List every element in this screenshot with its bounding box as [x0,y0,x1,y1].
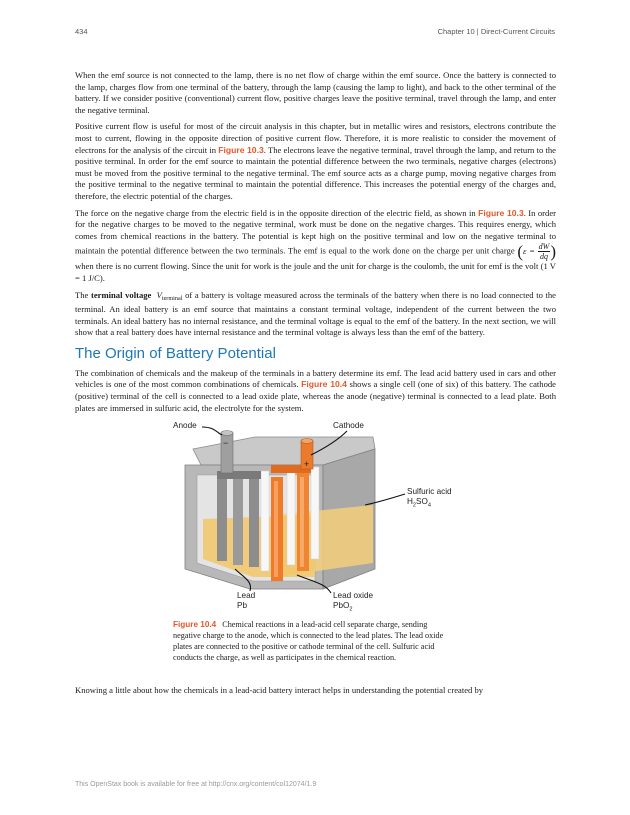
paragraph-3 [75,208,556,285]
paragraph-5 [75,368,556,414]
lead-plate-3 [249,475,259,567]
emf-fraction [538,242,551,261]
terminal-voltage-term: terminal voltage [90,289,152,300]
terminal-voltage-subscript: terminal [161,294,183,302]
pb-formula: Pb [237,601,248,611]
anode-leader [202,427,222,435]
minus-sign: − [223,438,229,449]
lead-plate-1 [217,479,227,561]
paragraph-4 [75,290,556,339]
paragraph-4-text-a: The [75,289,91,300]
paragraph-1: When the emf source is not connected to the lamp, there is no net flow of charge within the emf source. Once the battery is connected to the lamp, charges flow from one terminal of the battery, through the lamp (causing the lamp to light), and back to the other terminal of the battery. If we consider positive (conventional) current flow, positive charges leave the positive terminal, travel through the lamp, and enter the negative terminal. [75,70,556,115]
cathode-label: Cathode [333,421,364,431]
figure-caption-text: Chemical reactions in a lead-acid cell separate charge, sending negative charge to the anode, which is connected to the lead plates. The lead oxide plates are connected to the positive or cathode terminal of the cell. Sulfuric acid conducts the charge, as well as participates in the chemical reaction. [173,620,444,663]
lead-name: Lead [237,591,256,601]
paragraph-3-end: . [102,272,105,283]
lead-oxide-label [333,591,373,615]
terminal-voltage-var: V [156,289,162,300]
figure-10-4-link[interactable]: Figure 10.4 [301,379,347,390]
paragraph-2 [75,121,556,202]
paragraph-2-text-b: . The electrons leave the negative terminal, travel through the lamp, and return to the positive terminal. In order for the emf source to maintain the potential difference between the two terminals, negative charges (electrons) must be moved from the positive terminal to the negative terminal. The emf source acts as a charge pump, moving negative charges from the positive terminal to the negative terminal to maintain the potential difference. This increases the potential energy of the charges and, therefore, the electric potential of the charges. [75,144,556,201]
figure-caption-label: Figure 10.4 [173,620,217,630]
emf-numerator: dW [538,242,550,252]
emf-formula: (ε = $\frac{dW}{dq}$ ) [517,242,556,262]
cathode-terminal-cap [301,439,313,444]
paragraph-6: Knowing a little about how the chemicals in a lead-acid battery interact helps in understanding the potential created by [75,685,484,696]
lead-oxide-plate-2-highlight [300,477,304,567]
figure-caption [173,619,455,663]
figure-10-3-link[interactable]: Figure 10.3 [218,144,264,155]
emf-formula-lhs: ε = [523,245,538,256]
paragraph-5-text-b: shows a single cell (one of six) of this battery. The cathode (positive) terminal of the cell is connected to a lead oxide plate, whereas the anode (negative) terminal is connected to a lead plate. Both plates are immersed in sulfuric acid, the electrolyte for the system. [75,379,556,413]
page-number: 434 [75,27,88,36]
separator-3 [311,467,319,559]
anode-terminal-cap [221,431,233,436]
lead-acid-cell-figure [75,419,556,619]
anode-label: Anode [173,421,197,431]
terminal-voltage-symbol [157,290,183,300]
paragraph-5-text-a: The combination of chemicals and the makeup of the terminals in a battery determine its emf. The lead acid battery used in cars and other vehicles is one of the most common combinations of chemicals. [75,367,556,390]
sulfuric-acid-label [407,487,452,511]
paragraph-3-text-b: . In order for the negative charges to be moved to the negative terminal, work must be done on the negative charges. This requires energy, which comes from chemical reactions in the battery. The potential is kept high on the positive terminal and low on the negative terminal to maintain the potential difference between the two terminals. The emf is equal to the work done on the charge per unit charge [75,207,557,256]
paragraph-4-text-b: of a battery is voltage measured across the terminals of the battery when there is no load connected to the terminal. An ideal battery is an emf source that maintains a constant terminal voltage, independent of the current between the two terminals. An ideal battery has no internal resistance, and the terminal voltage is equal to the emf of the battery. In the next section, we will show that a real battery does have internal resistance and the terminal voltage is always less than the emf of the battery. [75,289,556,338]
chapter-header: Chapter 10 | Direct-Current Circuits [437,27,555,36]
section-title: The Origin of Battery Potential [75,344,276,362]
lead-oxide-plate-1-highlight [274,481,278,577]
paragraph-3-text-c: when there is no current flowing. Since the unit for work is the joule and the unit for charge is the coulomb, the unit for emf is the volt [75,261,541,272]
lead-plate-2 [233,477,243,565]
lead-label [237,591,255,611]
separator-1 [261,471,269,571]
figure-10-3-link-2[interactable]: Figure 10.3 [478,207,524,218]
page-footer: This OpenStax book is available for free at http://cnx.org/content/col12074/1.9 [75,781,317,788]
h2so4-formula: $H_2SO_4$ [407,497,432,509]
separator-2 [287,469,295,565]
page-body [75,70,556,702]
paragraph-2-text-a: Positive current flow is useful for most of the circuit analysis in this chapter, but in metallic wires and resistors, electrons contribute the most to current, flowing in the opposite direction of positive current flow. Therefore, it is more realistic to consider the movement of electrons for the analysis of the circuit in [75,121,556,155]
battery-cell-illustration [75,419,556,619]
sulfuric-acid-name: Sulfuric acid [407,487,452,497]
paragraph-3-text-a: The force on the negative charge from the electric field is in the opposite direction of the electric field, as shown in [75,207,479,218]
plus-sign: + [304,459,310,470]
emf-denominator: dq [539,252,548,262]
volt-unit: (1 V = 1 J/C) [75,261,556,283]
pbo2-formula: PbO$_2$ [333,601,353,613]
lead-oxide-name: Lead oxide [333,591,374,601]
